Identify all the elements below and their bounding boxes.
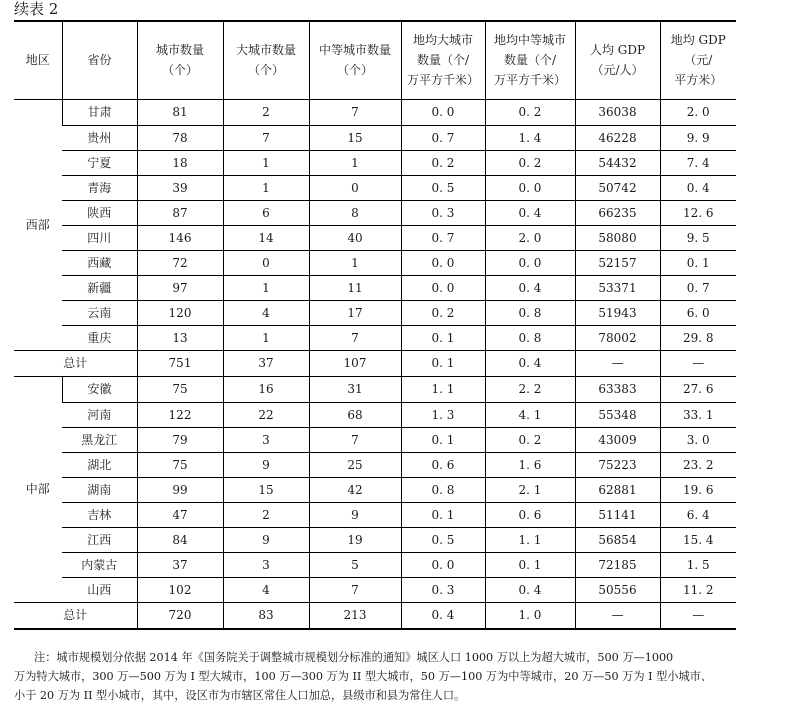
value-cell: 75	[137, 452, 223, 477]
value-cell: 1. 3	[401, 402, 485, 427]
value-cell: 50556	[575, 577, 660, 602]
value-cell: 0. 8	[485, 325, 575, 350]
footnote-line: 万为特大城市，300 万—500 万为 I 型大城市，100 万—300 万为 II 型大城市，50 万—100 万为中等城市，20 万—50 万为 I 型小城市、	[14, 670, 713, 683]
header-text: 万平方千米）	[493, 73, 566, 88]
value-cell: 1	[309, 250, 401, 275]
table-row	[14, 502, 736, 527]
value-cell: 15. 4	[660, 527, 736, 552]
value-cell: 37	[137, 552, 223, 577]
table-row	[14, 275, 736, 300]
value-cell: 0. 1	[485, 552, 575, 577]
region-cell: 中部	[14, 376, 62, 602]
header-text: （元/人）	[591, 63, 644, 78]
header-medium-city-count	[309, 21, 401, 99]
province-cell: 湖南	[62, 477, 137, 502]
value-cell: 58080	[575, 225, 660, 250]
value-cell: 0. 5	[401, 175, 485, 200]
value-cell: 78002	[575, 325, 660, 350]
value-cell: 0. 8	[485, 300, 575, 325]
header-medium-city-density	[485, 21, 575, 99]
value-cell: 78	[137, 125, 223, 150]
value-cell: 0. 1	[401, 427, 485, 452]
value-cell: 0. 7	[401, 225, 485, 250]
value-cell: 36038	[575, 99, 660, 125]
value-cell: 23. 2	[660, 452, 736, 477]
value-cell: 6	[223, 200, 309, 225]
value-cell: 0. 2	[485, 427, 575, 452]
header-text: 人均 GDP	[589, 43, 646, 58]
data-table	[14, 20, 736, 630]
total-cell: 0. 4	[485, 350, 575, 376]
value-cell: 72	[137, 250, 223, 275]
value-cell: 19. 6	[660, 477, 736, 502]
value-cell: 0. 0	[401, 275, 485, 300]
total-cell: 107	[309, 350, 401, 376]
value-cell: 0. 4	[485, 200, 575, 225]
value-cell: 0. 7	[401, 125, 485, 150]
table-row	[14, 452, 736, 477]
header-text: （个）	[247, 63, 284, 78]
value-cell: 46228	[575, 125, 660, 150]
table-row	[14, 300, 736, 325]
province-cell: 河南	[62, 402, 137, 427]
province-cell: 重庆	[62, 325, 137, 350]
header-province	[62, 21, 137, 99]
value-cell: 1	[223, 325, 309, 350]
province-cell: 宁夏	[62, 150, 137, 175]
value-cell: 1. 1	[401, 376, 485, 402]
province-cell: 黑龙江	[62, 427, 137, 452]
value-cell: 0. 6	[401, 452, 485, 477]
footnote-line: 小于 20 万为 II 型小城市，其中，设区市为市辖区常住人口加总，县级市和县为常住人口。	[14, 689, 466, 702]
value-cell: 7	[309, 99, 401, 125]
value-cell: 0. 2	[485, 150, 575, 175]
value-cell: 7	[223, 125, 309, 150]
header-text: 数量（个/	[503, 53, 557, 68]
header-gdp-per-area	[660, 21, 736, 99]
value-cell: 99	[137, 477, 223, 502]
total-row	[14, 350, 736, 376]
value-cell: 75	[137, 376, 223, 402]
value-cell: 9. 5	[660, 225, 736, 250]
province-cell: 贵州	[62, 125, 137, 150]
value-cell: 56854	[575, 527, 660, 552]
total-cell: 751	[137, 350, 223, 376]
total-cell: 0. 4	[401, 602, 485, 629]
value-cell: 19	[309, 527, 401, 552]
value-cell: 1. 4	[485, 125, 575, 150]
value-cell: 17	[309, 300, 401, 325]
value-cell: 0. 0	[401, 250, 485, 275]
value-cell: 42	[309, 477, 401, 502]
value-cell: 6. 0	[660, 300, 736, 325]
province-cell: 安徽	[62, 376, 137, 402]
value-cell: 55348	[575, 402, 660, 427]
province-cell: 四川	[62, 225, 137, 250]
value-cell: 4	[223, 577, 309, 602]
value-cell: 29. 8	[660, 325, 736, 350]
value-cell: 3. 0	[660, 427, 736, 452]
value-cell: 22	[223, 402, 309, 427]
value-cell: 13	[137, 325, 223, 350]
table-row	[14, 125, 736, 150]
total-row	[14, 602, 736, 629]
value-cell: 12. 6	[660, 200, 736, 225]
header-text: 省份	[87, 53, 112, 68]
table-row	[14, 200, 736, 225]
header-city-count	[137, 21, 223, 99]
table-row	[14, 225, 736, 250]
table-row	[14, 99, 736, 125]
value-cell: 9	[223, 452, 309, 477]
value-cell: 2	[223, 502, 309, 527]
total-cell: —	[660, 602, 736, 629]
total-cell: —	[575, 350, 660, 376]
province-cell: 山西	[62, 577, 137, 602]
value-cell: 18	[137, 150, 223, 175]
value-cell: 0. 0	[401, 552, 485, 577]
value-cell: 0. 3	[401, 200, 485, 225]
value-cell: 62881	[575, 477, 660, 502]
value-cell: 3	[223, 552, 309, 577]
header-region	[14, 21, 62, 99]
total-cell: 1. 0	[485, 602, 575, 629]
value-cell: 40	[309, 225, 401, 250]
table-row	[14, 150, 736, 175]
total-cell: —	[575, 602, 660, 629]
value-cell: 9. 9	[660, 125, 736, 150]
value-cell: 7	[309, 577, 401, 602]
value-cell: 72185	[575, 552, 660, 577]
value-cell: 7. 4	[660, 150, 736, 175]
value-cell: 0. 6	[485, 502, 575, 527]
value-cell: 102	[137, 577, 223, 602]
header-text: 中等城市数量	[318, 43, 391, 58]
value-cell: 0. 8	[401, 477, 485, 502]
value-cell: 0. 2	[485, 99, 575, 125]
value-cell: 4. 1	[485, 402, 575, 427]
total-cell: 0. 1	[401, 350, 485, 376]
total-cell: —	[660, 350, 736, 376]
header-text: 城市数量	[155, 43, 204, 58]
header-gdp-per-capita	[575, 21, 660, 99]
table-row	[14, 175, 736, 200]
value-cell: 2. 0	[485, 225, 575, 250]
value-cell: 63383	[575, 376, 660, 402]
value-cell: 4	[223, 300, 309, 325]
value-cell: 0. 7	[660, 275, 736, 300]
province-cell: 湖北	[62, 452, 137, 477]
value-cell: 0. 1	[660, 250, 736, 275]
value-cell: 11	[309, 275, 401, 300]
value-cell: 8	[309, 200, 401, 225]
value-cell: 0. 4	[485, 577, 575, 602]
value-cell: 31	[309, 376, 401, 402]
province-cell: 新疆	[62, 275, 137, 300]
total-label: 总计	[14, 350, 137, 376]
table-row	[14, 577, 736, 602]
province-cell: 甘肃	[62, 99, 137, 125]
value-cell: 0. 0	[401, 99, 485, 125]
province-cell: 青海	[62, 175, 137, 200]
header-text: （个）	[336, 63, 373, 78]
header-text: 数量（个/	[416, 53, 470, 68]
value-cell: 7	[309, 325, 401, 350]
region-cell: 西部	[14, 99, 62, 350]
value-cell: 0. 2	[401, 300, 485, 325]
footnote-line: 注：城市规模划分依据 2014 年《国务院关于调整城市规模划分标准的通知》城区人口 1000 万以上为超大城市，500 万—1000	[34, 651, 674, 664]
table-row	[14, 402, 736, 427]
header-text: 万平方千米）	[406, 73, 479, 88]
value-cell: 1	[223, 275, 309, 300]
header-text: 地区	[25, 53, 50, 68]
header-row	[14, 21, 736, 99]
province-cell: 内蒙古	[62, 552, 137, 577]
value-cell: 0. 2	[401, 150, 485, 175]
value-cell: 1	[309, 150, 401, 175]
value-cell: 1. 5	[660, 552, 736, 577]
table-row	[14, 250, 736, 275]
value-cell: 2	[223, 99, 309, 125]
value-cell: 25	[309, 452, 401, 477]
value-cell: 0. 4	[485, 275, 575, 300]
value-cell: 0. 3	[401, 577, 485, 602]
header-text: 大城市数量	[235, 43, 296, 58]
province-cell: 云南	[62, 300, 137, 325]
value-cell: 51943	[575, 300, 660, 325]
value-cell: 87	[137, 200, 223, 225]
value-cell: 0. 0	[485, 250, 575, 275]
table-row	[14, 376, 736, 402]
total-cell: 720	[137, 602, 223, 629]
table-row	[14, 427, 736, 452]
total-cell: 83	[223, 602, 309, 629]
value-cell: 2. 2	[485, 376, 575, 402]
value-cell: 3	[223, 427, 309, 452]
total-label: 总计	[14, 602, 137, 629]
header-text: 平方米）	[674, 73, 723, 88]
value-cell: 1	[223, 150, 309, 175]
value-cell: 2. 0	[660, 99, 736, 125]
table-row	[14, 527, 736, 552]
value-cell: 0. 1	[401, 502, 485, 527]
value-cell: 14	[223, 225, 309, 250]
province-cell: 吉林	[62, 502, 137, 527]
header-text: 地均中等城市	[493, 33, 566, 48]
value-cell: 0. 1	[401, 325, 485, 350]
value-cell: 50742	[575, 175, 660, 200]
table-row	[14, 552, 736, 577]
header-text: 地均大城市	[412, 33, 473, 48]
table-row	[14, 325, 736, 350]
value-cell: 79	[137, 427, 223, 452]
province-cell: 陕西	[62, 200, 137, 225]
value-cell: 33. 1	[660, 402, 736, 427]
value-cell: 97	[137, 275, 223, 300]
table-caption: 续表 2	[14, 0, 59, 18]
value-cell: 5	[309, 552, 401, 577]
value-cell: 122	[137, 402, 223, 427]
value-cell: 54432	[575, 150, 660, 175]
value-cell: 68	[309, 402, 401, 427]
value-cell: 16	[223, 376, 309, 402]
province-cell: 西藏	[62, 250, 137, 275]
table-body	[14, 99, 736, 629]
value-cell: 6. 4	[660, 502, 736, 527]
total-cell: 213	[309, 602, 401, 629]
header-large-city-density	[401, 21, 485, 99]
value-cell: 1. 6	[485, 452, 575, 477]
province-cell: 江西	[62, 527, 137, 552]
value-cell: 84	[137, 527, 223, 552]
value-cell: 1. 1	[485, 527, 575, 552]
table-row	[14, 477, 736, 502]
value-cell: 53371	[575, 275, 660, 300]
value-cell: 81	[137, 99, 223, 125]
header-text: 地均 GDP	[670, 33, 726, 48]
total-cell: 37	[223, 350, 309, 376]
value-cell: 0. 4	[660, 175, 736, 200]
value-cell: 15	[309, 125, 401, 150]
value-cell: 0. 5	[401, 527, 485, 552]
value-cell: 9	[309, 502, 401, 527]
header-text: （元/	[684, 53, 713, 68]
value-cell: 2. 1	[485, 477, 575, 502]
value-cell: 15	[223, 477, 309, 502]
value-cell: 43009	[575, 427, 660, 452]
footnote	[14, 648, 754, 705]
value-cell: 51141	[575, 502, 660, 527]
value-cell: 27. 6	[660, 376, 736, 402]
header-large-city-count	[223, 21, 309, 99]
header-text: （个）	[161, 63, 198, 78]
value-cell: 52157	[575, 250, 660, 275]
value-cell: 0. 0	[485, 175, 575, 200]
value-cell: 120	[137, 300, 223, 325]
value-cell: 39	[137, 175, 223, 200]
value-cell: 1	[223, 175, 309, 200]
value-cell: 0	[223, 250, 309, 275]
value-cell: 11. 2	[660, 577, 736, 602]
value-cell: 146	[137, 225, 223, 250]
value-cell: 9	[223, 527, 309, 552]
value-cell: 75223	[575, 452, 660, 477]
value-cell: 47	[137, 502, 223, 527]
value-cell: 7	[309, 427, 401, 452]
value-cell: 66235	[575, 200, 660, 225]
value-cell: 0	[309, 175, 401, 200]
